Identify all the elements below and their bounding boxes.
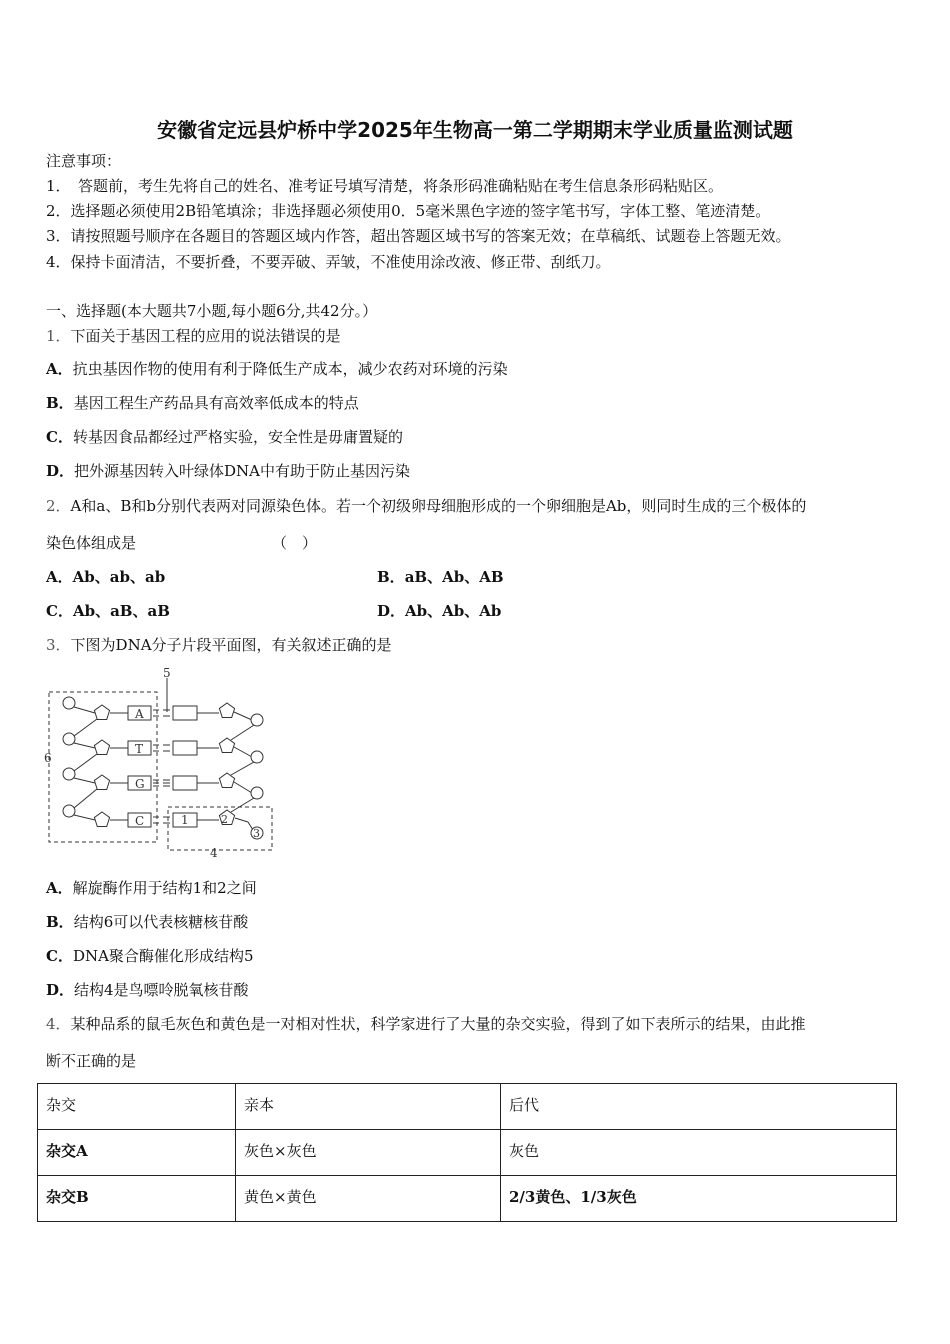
option-text: Ab、Ab、Ab — [405, 602, 502, 620]
table-cell: 2/3黄色、1/3灰色 — [501, 1176, 897, 1222]
option-key: A． — [46, 879, 73, 897]
dna-diagram — [40, 660, 290, 860]
phosphate-icon — [63, 768, 75, 780]
bond-line — [231, 798, 254, 812]
table-row — [38, 1176, 897, 1222]
deoxyribose-icon — [94, 705, 109, 720]
option-key: C． — [46, 602, 73, 620]
bond-line — [231, 725, 254, 740]
question-number: 2． — [46, 497, 71, 515]
base-box — [173, 741, 197, 755]
option-text: 结构4是鸟嘌呤脱氧核苷酸 — [74, 981, 249, 999]
option-key: A． — [46, 568, 73, 586]
option-b — [377, 567, 504, 587]
question-3 — [46, 635, 392, 655]
option-a — [46, 878, 257, 898]
bond-line — [74, 707, 95, 713]
base-label: A — [135, 707, 144, 721]
table-header: 杂交 — [38, 1084, 236, 1130]
option-text: Ab、aB、aB — [72, 602, 170, 620]
table-header: 后代 — [501, 1084, 897, 1130]
option-d — [46, 980, 249, 1000]
cross-results-table — [37, 1083, 897, 1222]
option-text: DNA聚合酶催化形成结构5 — [72, 947, 254, 965]
option-key: C． — [46, 428, 73, 446]
option-text: 基因工程生产药品具有高效率低成本的特点 — [73, 394, 359, 412]
label-6: 6 — [44, 751, 52, 765]
label-5: 5 — [163, 666, 171, 680]
option-key: A． — [46, 360, 73, 378]
question-number: 1． — [46, 327, 71, 345]
option-text: 结构6可以代表核糖核苷酸 — [73, 913, 249, 931]
deoxyribose-icon — [219, 738, 234, 753]
label-3: 3 — [253, 827, 260, 840]
bond-line — [234, 747, 252, 757]
note-item: 1． 答题前，考生先将自己的姓名、准考证号填写清楚，将条形码准确粘贴在考生信息条形码粘贴区。 — [46, 177, 724, 195]
bond-line — [231, 762, 254, 775]
option-d — [377, 601, 501, 621]
option-text: Ab、ab、ab — [72, 568, 166, 586]
question-1 — [46, 326, 341, 346]
phosphate-icon — [251, 751, 263, 763]
option-c — [46, 946, 253, 966]
option-key: D． — [46, 462, 75, 480]
notes-heading: 注意事项： — [46, 152, 122, 170]
bond-line — [74, 789, 97, 808]
question-stem: A和a、B和b分别代表两对同源染色体。若一个初级卵母细胞形成的一个卵细胞是Ab，则同时生成的三个极体的 — [70, 497, 807, 515]
bond-line — [234, 782, 252, 793]
question-4 — [46, 1014, 806, 1034]
question-stem: 下面关于基因工程的应用的说法错误的是 — [70, 327, 341, 345]
question-2 — [46, 496, 806, 516]
table-header-row — [38, 1084, 897, 1130]
option-key: D． — [46, 981, 75, 999]
bond-line — [74, 778, 95, 783]
option-key: D． — [377, 602, 406, 620]
note-item: 4．保持卡面清洁，不要折叠，不要弄破、弄皱，不准使用涂改液、修正带、刮纸刀。 — [46, 253, 611, 271]
spacer — [69, 709, 71, 733]
phosphate-icon — [251, 714, 263, 726]
option-key: B． — [377, 568, 405, 586]
bond-line — [74, 743, 95, 748]
base-box — [173, 776, 197, 790]
spacer — [69, 745, 71, 768]
question-number: 4． — [46, 1015, 71, 1033]
bond-line — [74, 815, 95, 820]
table-row — [38, 1130, 897, 1176]
deoxyribose-icon — [219, 703, 234, 718]
option-text: aB、Ab、AB — [404, 568, 504, 586]
option-key: B． — [46, 394, 74, 412]
question-stem: 下图为DNA分子片段平面图，有关叙述正确的是 — [70, 636, 392, 654]
option-text: 转基因食品都经过严格实验，安全性是毋庸置疑的 — [72, 428, 403, 446]
deoxyribose-icon — [94, 812, 109, 827]
option-key: B． — [46, 913, 74, 931]
note-item: 3．请按照题号顺序在各题目的答题区域内作答，超出答题区域书写的答案无效；在草稿纸、试题卷上答题无效。 — [46, 227, 791, 245]
table-header: 亲本 — [236, 1084, 501, 1130]
table-cell: 黄色×黄色 — [236, 1176, 501, 1222]
question-number: 3． — [46, 636, 71, 654]
label-2: 2 — [221, 813, 228, 826]
phosphate-icon — [63, 697, 75, 709]
phosphate-icon — [63, 733, 75, 745]
table-cell: 杂交A — [38, 1130, 236, 1176]
answer-parens: （ ） — [272, 534, 318, 552]
section-heading: 一、选择题(本大题共7小题,每小题6分,共42分。） — [46, 302, 378, 320]
phosphate-icon — [251, 787, 263, 799]
question-stem: 某种品系的鼠毛灰色和黄色是一对相对性状，科学家进行了大量的杂交实验，得到了如下表所示的结果，由此推 — [70, 1015, 806, 1033]
option-c — [46, 601, 170, 621]
spacer — [69, 780, 71, 805]
table-cell: 灰色×灰色 — [236, 1130, 501, 1176]
table-cell: 灰色 — [501, 1130, 897, 1176]
base-label: T — [135, 742, 144, 756]
base-label: G — [135, 777, 145, 791]
option-b — [46, 912, 248, 932]
bond-line — [235, 818, 248, 822]
option-text: 抗虫基因作物的使用有利于降低生产成本，减少农药对环境的污染 — [72, 360, 508, 378]
option-a — [46, 359, 508, 379]
option-text: 解旋酶作用于结构1和2之间 — [72, 879, 257, 897]
deoxyribose-icon — [219, 773, 234, 788]
bond-line — [234, 712, 252, 720]
note-item: 2．选择题必须使用2B铅笔填涂；非选择题必须使用0．5毫米黑色字迹的签字笔书写，字体工整、笔迹清楚。 — [46, 202, 771, 220]
question-stem-cont: 染色体组成是 — [46, 534, 137, 552]
option-a — [46, 567, 165, 587]
option-c — [46, 427, 403, 447]
deoxyribose-icon — [94, 740, 109, 755]
label-1: 1 — [181, 813, 189, 827]
question-stem-cont: 断不正确的是 — [46, 1052, 137, 1070]
table-cell: 杂交B — [38, 1176, 236, 1222]
label-4: 4 — [210, 846, 218, 860]
page-title: 安徽省定远县炉桥中学2025年生物高一第二学期期末学业质量监测试题 — [157, 118, 793, 142]
option-key: C． — [46, 947, 73, 965]
deoxyribose-icon — [94, 775, 109, 790]
phosphate-icon — [63, 805, 75, 817]
bond-line — [74, 754, 97, 771]
base-box — [173, 706, 197, 720]
option-text: 把外源基因转入叶绿体DNA中有助于防止基因污染 — [74, 462, 411, 480]
bond-line — [74, 719, 97, 736]
option-d — [46, 461, 410, 481]
option-b — [46, 393, 359, 413]
base-label: C — [135, 814, 145, 828]
